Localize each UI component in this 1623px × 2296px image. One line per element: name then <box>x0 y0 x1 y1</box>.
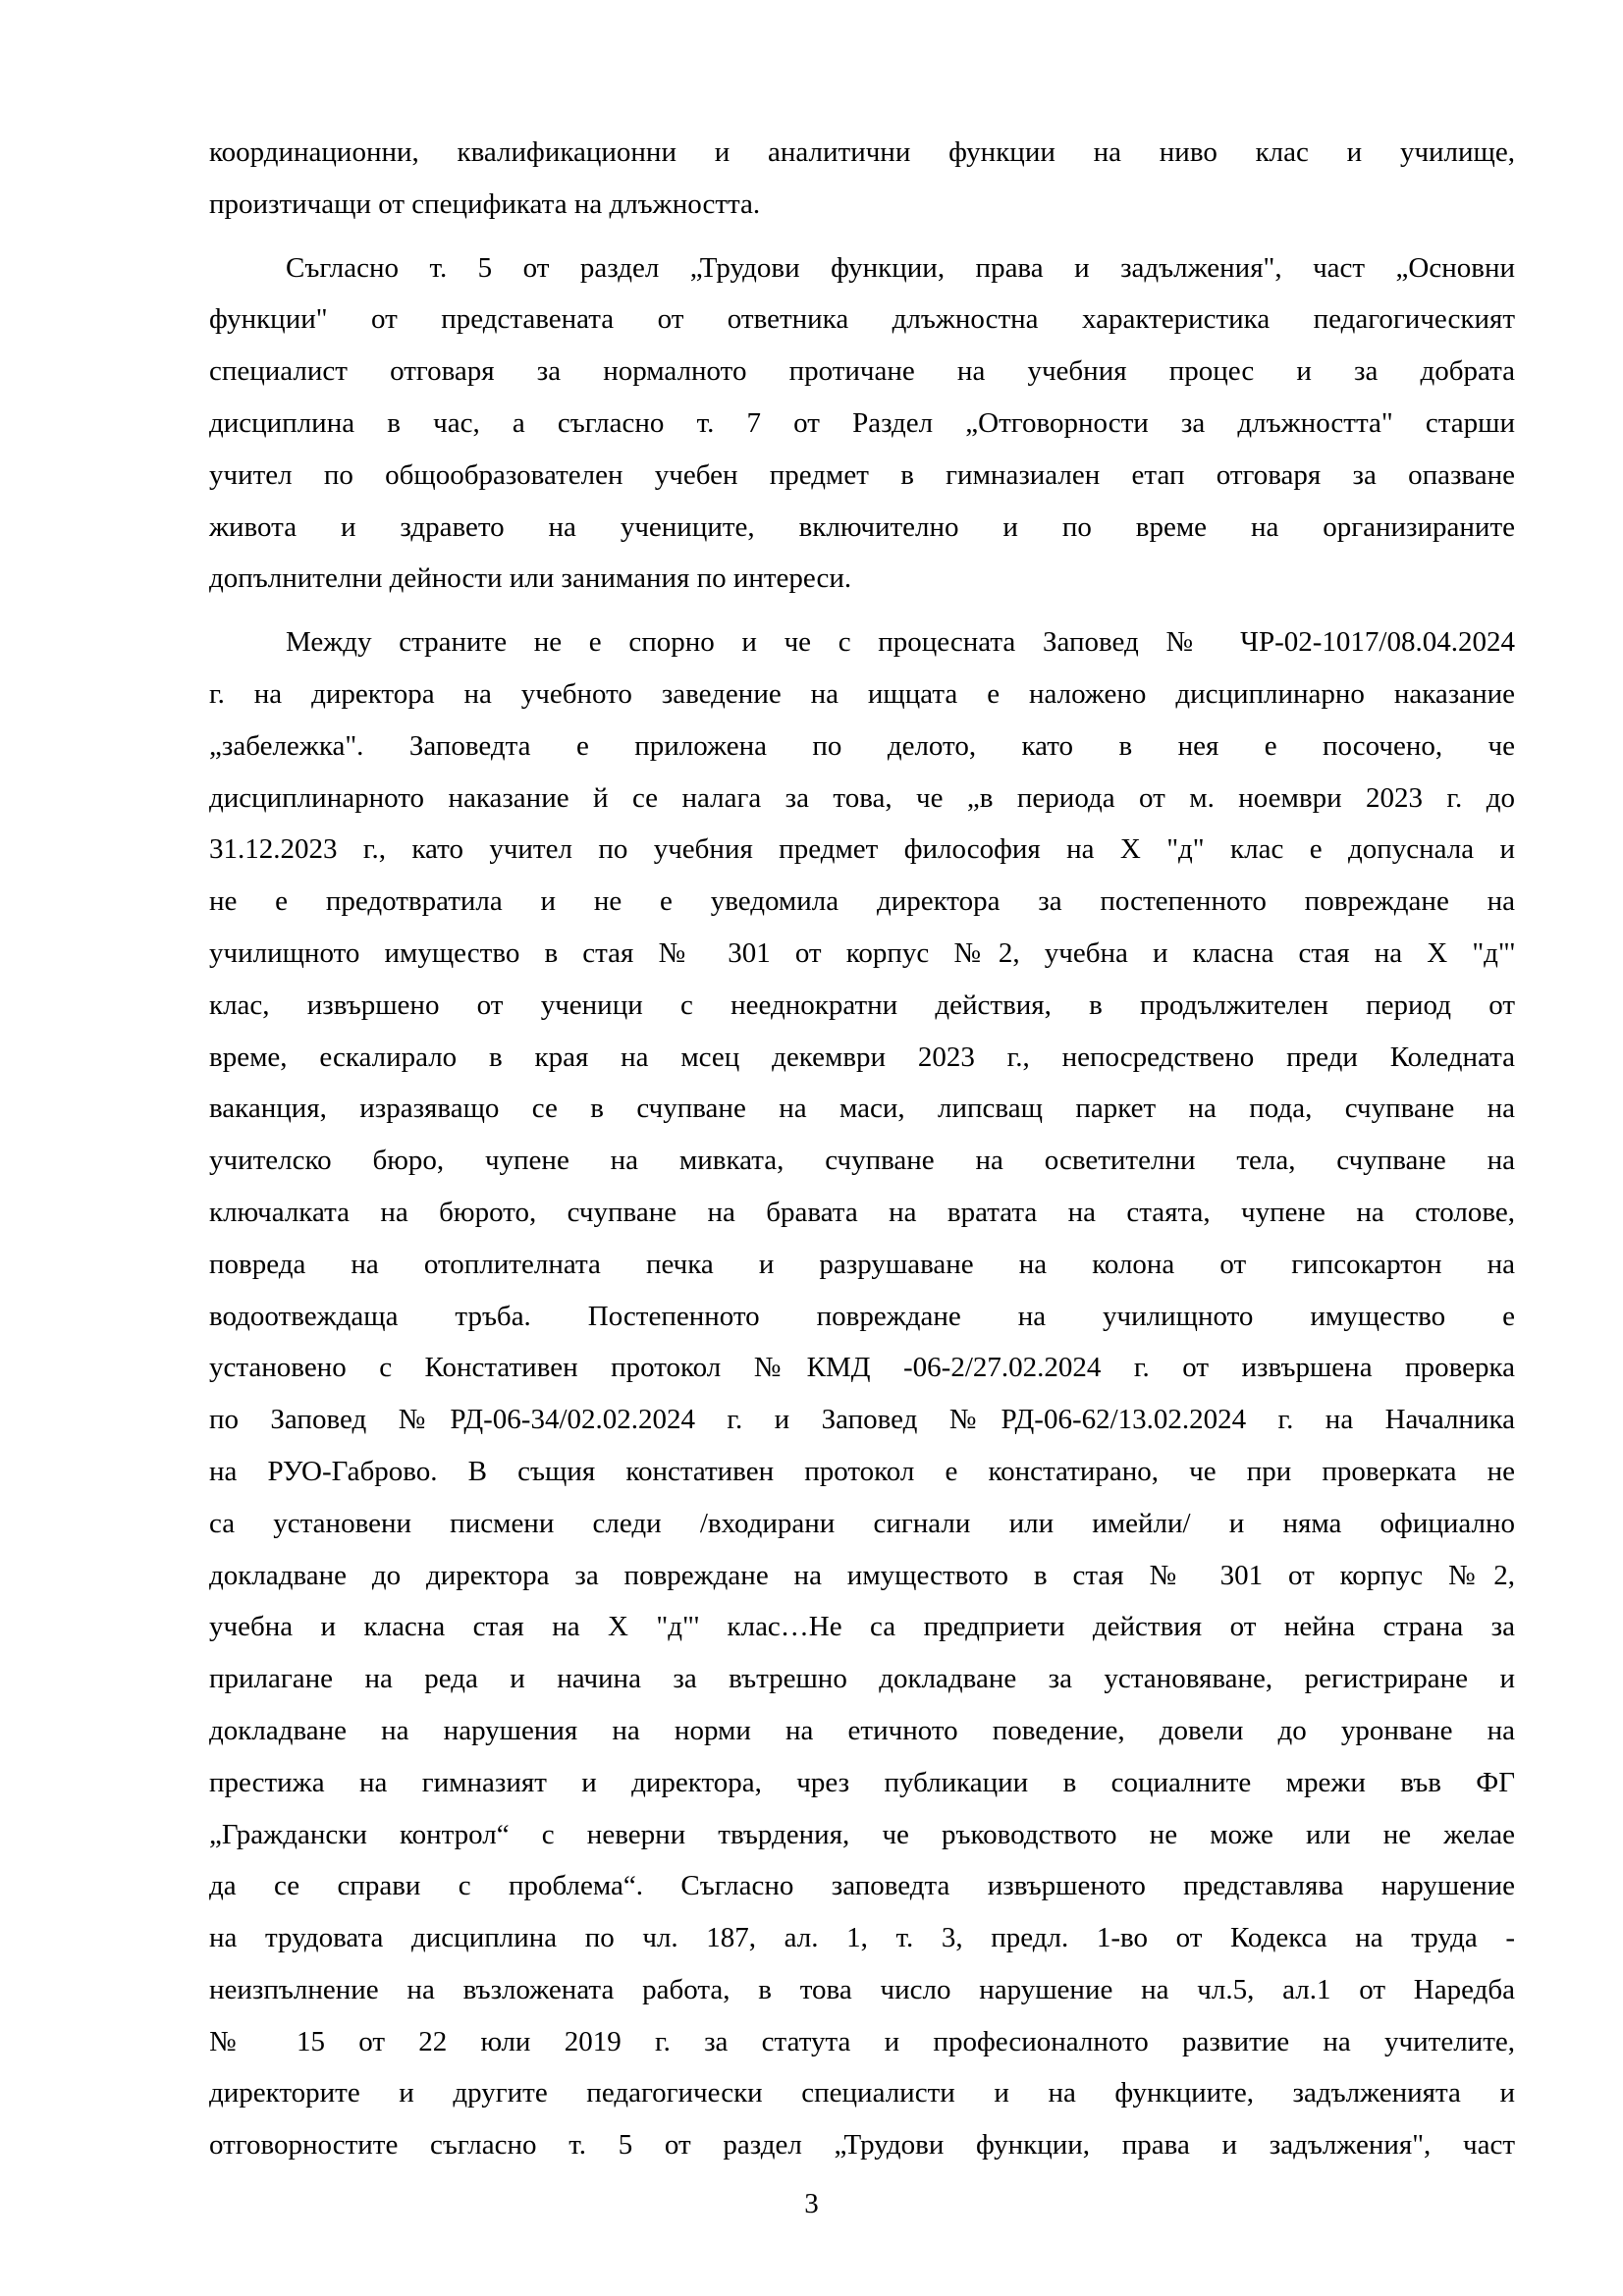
text-line: произтичащи от спецификата на длъжността. <box>209 187 761 220</box>
text-line: на РУО-Габрово. В същия констативен протокол е констатирано, че при проверката не <box>209 1455 1515 1487</box>
paragraph-2 <box>209 247 1515 611</box>
text-line: „забележка". Заповедта е приложена по делото, като в нея е посочено, че <box>209 729 1515 762</box>
text-line: живота и здравето на учениците, включително и по време на организираните <box>209 510 1515 543</box>
text-line: допълнителни дейности или занимания по интереси. <box>209 562 852 595</box>
text-line: ключалката на бюрото, счупване на бравата на вратата на стаята, чупене на столове, <box>209 1196 1515 1228</box>
text-line: дисциплина в час, а съгласно т. 7 от Раздел „Отговорности за длъжността" старши <box>209 406 1515 439</box>
text-line: не е предотвратила и не е уведомила директора за постепенното повреждане на <box>209 885 1515 918</box>
text-line: дисциплинарното наказание й се налага за това, че „в периода от м. ноември 2023 г. до <box>209 781 1515 814</box>
text-line: докладване до директора за повреждане на имуществото в стая № 301 от корпус №2, <box>209 1559 1515 1591</box>
text-line: да се справи с проблема“. Съгласно заповедта извършеното представлява нарушение <box>209 1870 1515 1902</box>
text-line: „Граждански контрол“ с неверни твърдения, че ръководството не може или не желае <box>209 1818 1515 1850</box>
text-line: учебна и класна стая на X "д"' клас…Не са предприети действия от нейна страна за <box>209 1611 1515 1643</box>
text-line: ваканция, изразяващо се в счупване на маси, липсващ паркет на пода, счупване на <box>209 1093 1515 1125</box>
text-line: са установени писмени следи /входирани сигнали или имейли/ и няма официално <box>209 1507 1515 1539</box>
text-line: повреда на отоплителната печка и разрушаване на колона от гипсокартон на <box>209 1248 1515 1280</box>
text-line: докладване на нарушения на норми на етичното поведение, довели до уронване на <box>209 1714 1515 1746</box>
text-line: учител по общообразователен учебен предмет в гимназиален етап отговаря за опазване <box>209 458 1515 491</box>
page-number: 3 <box>804 2188 819 2219</box>
text-line: учителско бюро, чупене на мивката, счупване на осветителни тела, счупване на <box>209 1145 1515 1177</box>
text-line: прилагане на реда и начина за вътрешно докладване за установяване, регистриране и <box>209 1663 1515 1695</box>
text-line: неизпълнение на възложената работа, в това число нарушение на чл.5, ал.1 от Наредба <box>209 1973 1515 2005</box>
text-line: водоотвеждаща тръба. Постепенното повреждане на училищното имущество е <box>209 1300 1515 1332</box>
text-line: на трудовата дисциплина по чл. 187, ал. 1, т. 3, предл. 1-во от Кодекса на труда - <box>209 1922 1515 1954</box>
text-line: по Заповед №РД-06-34/02.02.2024 г. и Заповед №РД-06-62/13.02.2024 г. на Началника <box>209 1404 1515 1436</box>
text-line: директорите и другите педагогически специалисти и на функциите, задълженията и <box>209 2077 1515 2109</box>
text-line: № 15 от 22 юли 2019 г. за статута и професионалното развитие на учителите, <box>209 2025 1515 2057</box>
text-line: установено с Констативен протокол №КМД -06-2/27.02.2024 г. от извършена проверка <box>209 1352 1515 1384</box>
body-text <box>209 132 1515 2176</box>
text-line: г. на директора на учебното заведение на ищцата е наложено дисциплинарно наказание <box>209 677 1515 710</box>
text-line: престижа на гимназият и директора, чрез публикации в социалните мрежи във ФГ <box>209 1766 1515 1798</box>
text-line: специалист отговаря за нормалното протичане на учебния процес и за добрата <box>209 355 1515 388</box>
text-line: време, ескалирало в края на мсец декември 2023 г., непосредствено преди Коледната <box>209 1041 1515 1073</box>
paragraph-1 <box>209 132 1515 236</box>
text-line: клас, извършено от ученици с нееднократни действия, в продължителен период от <box>209 988 1515 1021</box>
text-line: 31.12.2023 г., като учител по учебния предмет философия на X "д" клас е допуснала и <box>209 833 1515 866</box>
text-line: Съгласно т. 5 от раздел „Трудови функции, права и задължения", част „Основни <box>286 251 1515 284</box>
text-line: Между страните не е спорно и че с процесната Заповед № ЧР-02-1017/08.04.2024 <box>286 626 1515 659</box>
text-line: координационни, квалификационни и аналитични функции на ниво клас и училище, <box>209 136 1515 168</box>
text-line: функции" от представената от ответника длъжностна характеристика педагогическият <box>209 303 1515 336</box>
text-line: отговорностите съгласно т. 5 от раздел „Трудови функции, права и задължения", част <box>209 2129 1515 2162</box>
text-line: училищното имущество в стая № 301 от корпус №2, учебна и класна стая на X "д"' <box>209 936 1515 969</box>
paragraph-3 <box>209 621 1515 2176</box>
